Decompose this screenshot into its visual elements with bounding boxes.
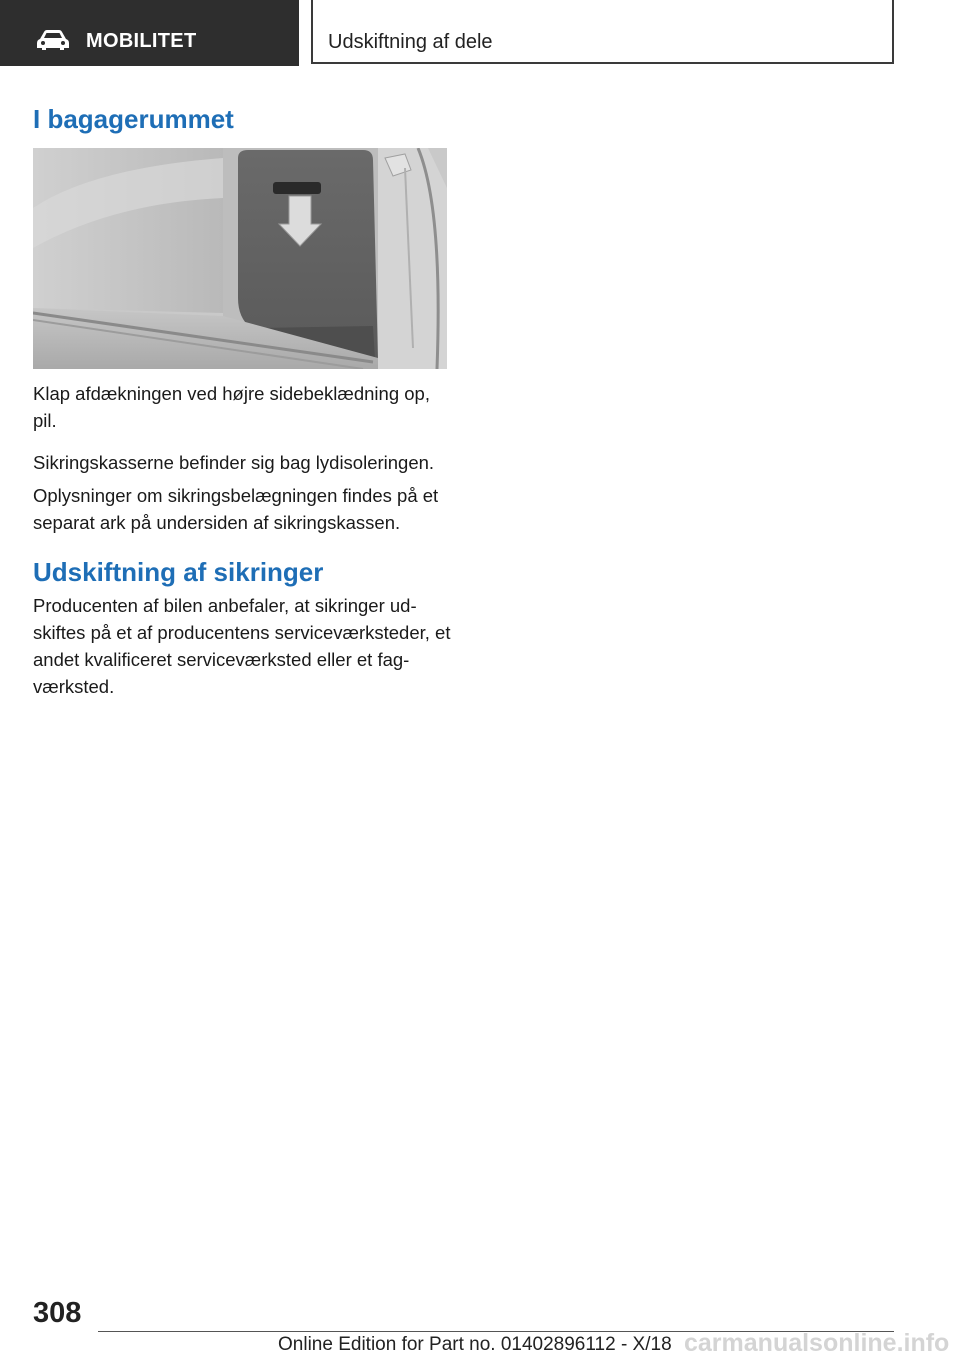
- luggage-heading: I bagagerummet: [33, 104, 234, 134]
- luggage-text-1: Klap afdækningen ved højre sidebeklædning op, pil.: [33, 383, 430, 431]
- luggage-compartment-photo: [33, 148, 447, 369]
- page-number: 308: [33, 1297, 82, 1329]
- footer-edition: Online Edition for Part no. 01402896112 - X/18: [278, 1334, 672, 1355]
- luggage-text-2: Sikringskasserne befinder sig bag lydisoleringen.: [33, 452, 435, 473]
- chapter-title: Udskiftning af dele: [328, 31, 493, 53]
- luggage-text-3: Oplysninger om sikringsbelægningen findes på et separat ark på undersiden af sikringskassen.: [33, 485, 439, 533]
- section-name: MOBILITET: [86, 30, 197, 52]
- watermark: carmanualsonline.info: [684, 1329, 950, 1357]
- fuse-replacement-text: Producenten af bilen anbefaler, at sikringer udskiftes på et af producentens serviceværksteder, et andet kvalificeret serviceværksted eller et fagværksted.: [33, 595, 451, 697]
- section-tab: [0, 0, 299, 66]
- chapter-header: [311, 0, 894, 64]
- fuse-replacement-heading: Udskiftning af sikringer: [33, 557, 324, 587]
- car-icon: [36, 29, 70, 51]
